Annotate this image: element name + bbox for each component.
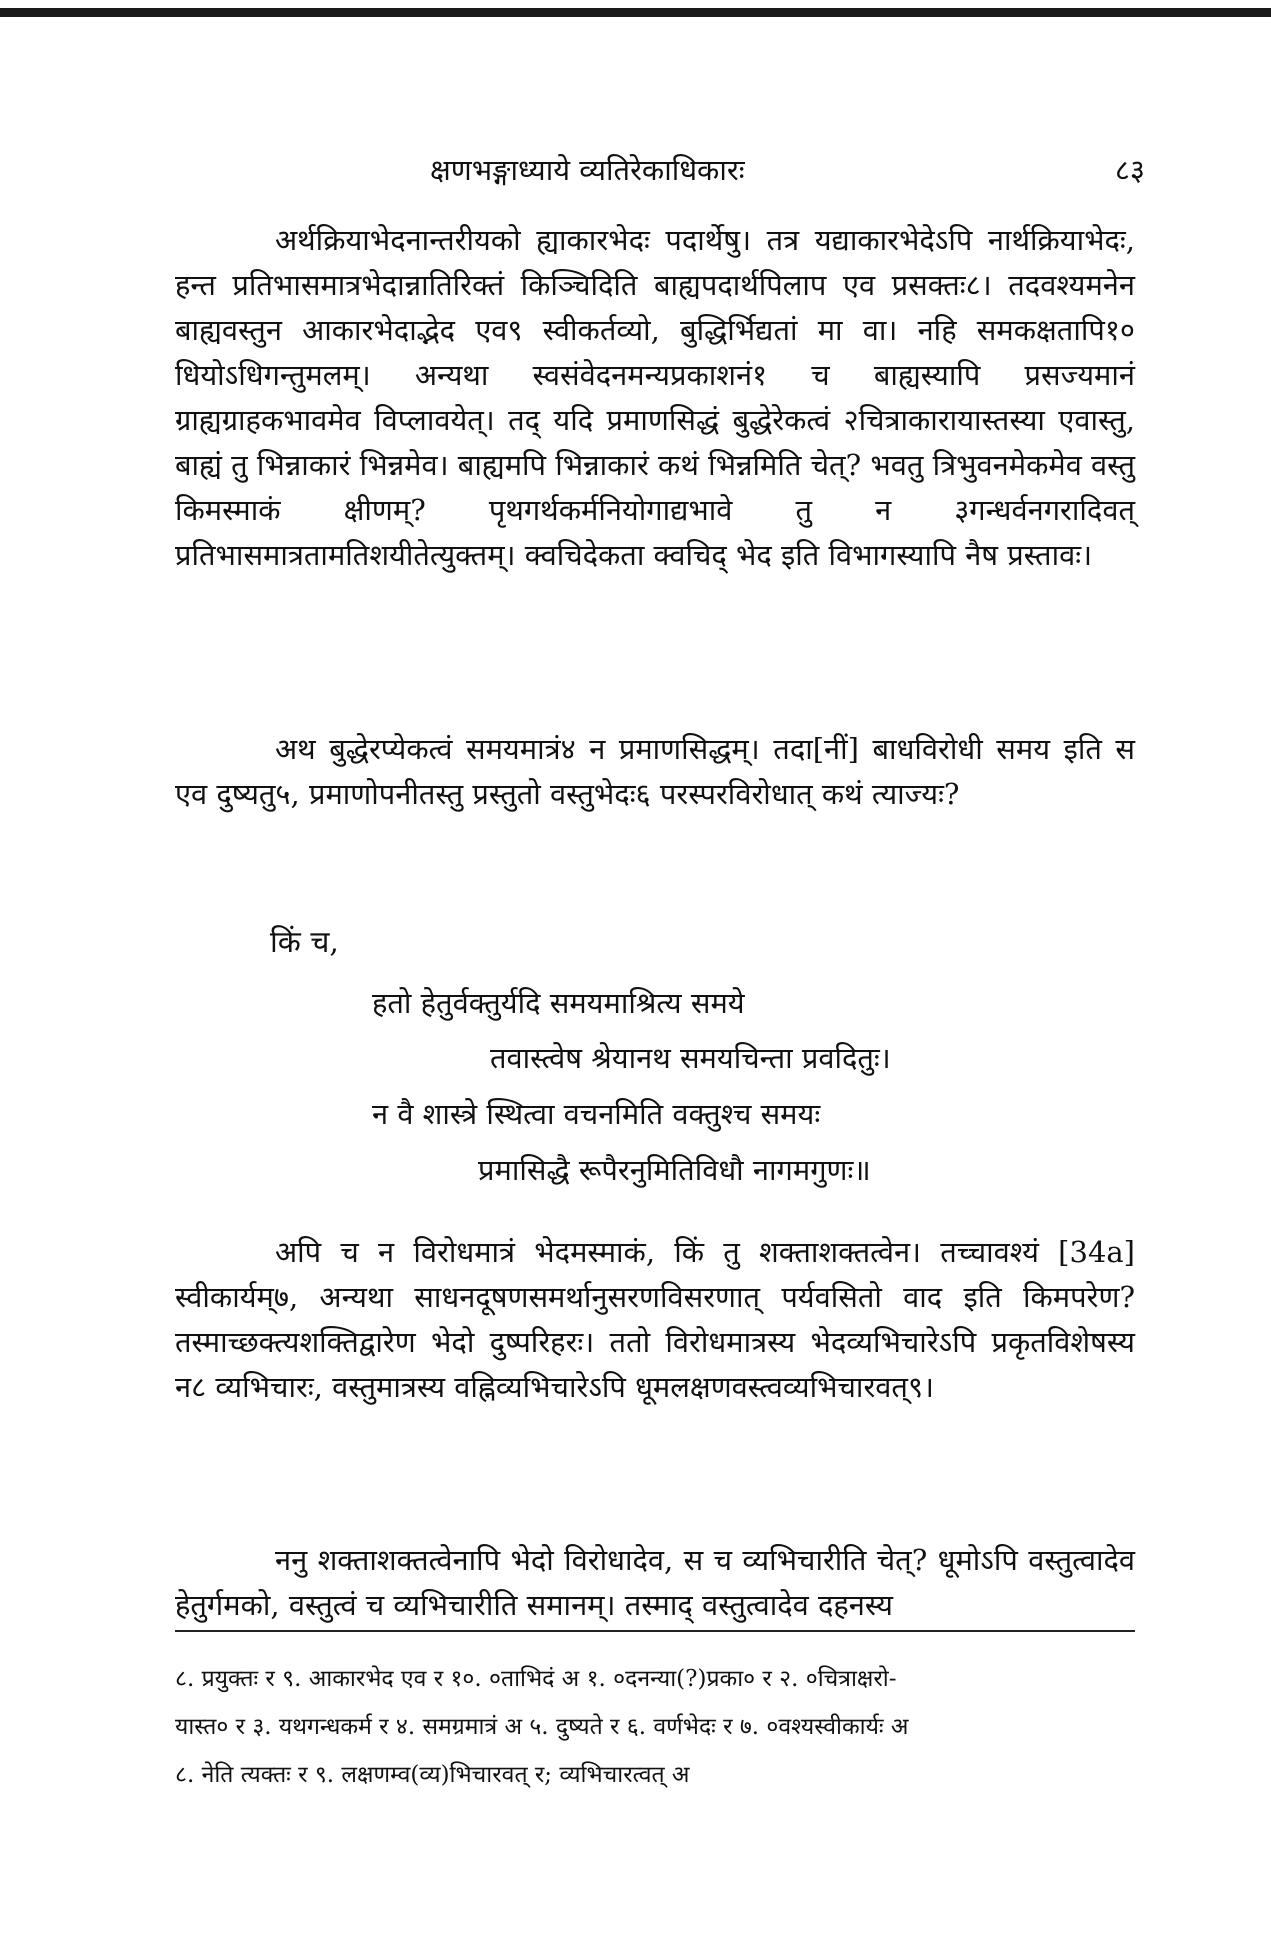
paragraph-1: अर्थक्रियाभेदनान्तरीयको ह्याकारभेदः पदार्थेषु। तत्र यद्याकारभेदेऽपि नार्थक्रियाभेदः, हन्त प्रतिभासमात्रभेदान्नातिरिक्तं किञ्चिदिति बाह्यपदार्थपिलाप एव प्रसक्तः८। तदवश्यमनेन बाह्यवस्तुन आकारभेदाद्भेद एव९ स्वीकर्तव्यो, बुद्धिर्भिद्यतां मा वा। नहि समकक्षतापि१० धियोऽधिगन्तुमलम्। अन्यथा स्वसंवेदनमन्यप्रकाशनं१ च बाह्यस्यापि प्रसज्यमानं ग्राह्यग्राहकभावमेव विप्लावयेत्। तद् यदि प्रमाणसिद्धं बुद्धेरेकत्वं २चित्राकारायास्तस्या एवास्तु, बाह्यं तु भिन्नाकारं भिन्नमेव। बाह्यमपि भिन्नाकारं कथं भिन्नमिति चेत्? भवतु त्रिभुवनमेकमेव वस्तु किमस्माकं क्षीणम्? पृथगर्थकर्मनियोगाद्यभावे तु न ३गन्धर्वनगरादिवत् प्रतिभासमात्रतामतिशयीतेत्युक्तम्। क्वचिदेकता क्वचिद् भेद इति विभागस्यापि नैष प्रस्तावः। bbox=[175, 223, 1135, 572]
footnote-line-3: ८. नेति त्यक्तः र ९. लक्षणम्व(व्य)भिचारवत् र; व्यभिचारत्वत् अ bbox=[175, 1762, 690, 1788]
paragraph-2: अथ बुद्धेरप्येकत्वं समयमात्रं४ न प्रमाणसिद्धम्। तदा[नीं] बाधविरोधी समय इति स एव दुष्यतु५, प्रमाणोपनीतस्तु प्रस्तुतो वस्तुभेदः६ परस्परविरोधात् कथं त्याज्यः? bbox=[175, 732, 1135, 811]
paragraph-3: अपि च न विरोधमात्रं भेदमस्माकं, किं तु शक्ताशक्तत्वेन। तच्चावश्यं [34a] स्वीकार्यम्७, अन्यथा साधनदूषणसमर्थानुसरणविसरणात् पर्यवसितो वाद इति किमपरेण? तस्माच्छक्त्यशक्तिद्वारेण भेदो दुष्परिहरः। ततो विरोधमात्रस्य भेदव्यभिचारेऽपि प्रकृतविशेषस्य न८ व्यभिचारः, वस्तुमात्रस्य वह्निव्यभिचारेऽपि धूमलक्षणवस्त्वव्यभिचारवत्९। bbox=[175, 1235, 1135, 1404]
footnotes bbox=[175, 1655, 1135, 1799]
running-head: क्षणभङ्गाध्याये व्यतिरेकाधिकारः bbox=[430, 153, 745, 187]
footnote-line-1: ८. प्रयुक्तः र ९. आकारभेद एव र १०. ०ताभिदं अ १. ०दनन्या(?)प्रका० र २. ०चित्राक्षरो- bbox=[175, 1666, 897, 1692]
ki-ca-connector: किं च, bbox=[270, 925, 339, 960]
top-border-rule bbox=[0, 8, 1271, 17]
page-header bbox=[265, 150, 1145, 190]
verse-line-2: तवास्त्वेष श्रेयानथ समयचिन्ता प्रवदितुः। bbox=[490, 1041, 891, 1075]
paragraph-4: ननु शक्ताशक्तत्वेनापि भेदो विरोधादेव, स च व्यभिचारीति चेत्? धूमोऽपि वस्तुत्वादेव हेतुर्गमको, वस्तुत्वं च व्यभिचारीति समानम्। तस्माद् वस्तुत्वादेव दहनस्य bbox=[175, 1543, 1135, 1622]
page-number: ८३ bbox=[1114, 153, 1145, 187]
verse-line-3: न वै शास्त्रे स्थित्वा वचनमिति वक्तुश्च समयः bbox=[372, 1097, 821, 1131]
footnote-line-2: यास्त० र ३. यथगन्धकर्म र ४. समग्रमात्रं अ ५. दुष्यते र ६. वर्णभेदः र ७. ०वश्यस्वीकार्यः अ bbox=[175, 1714, 909, 1740]
verse-line-4: प्रमासिद्धै रूपैरनुमितिविधौ नागमगुणः॥ bbox=[478, 1153, 871, 1187]
verse-line-1: हतो हेतुर्वक्तुर्यदि समयमाश्रित्य समये bbox=[372, 986, 745, 1020]
footnote-divider bbox=[175, 1630, 1135, 1632]
